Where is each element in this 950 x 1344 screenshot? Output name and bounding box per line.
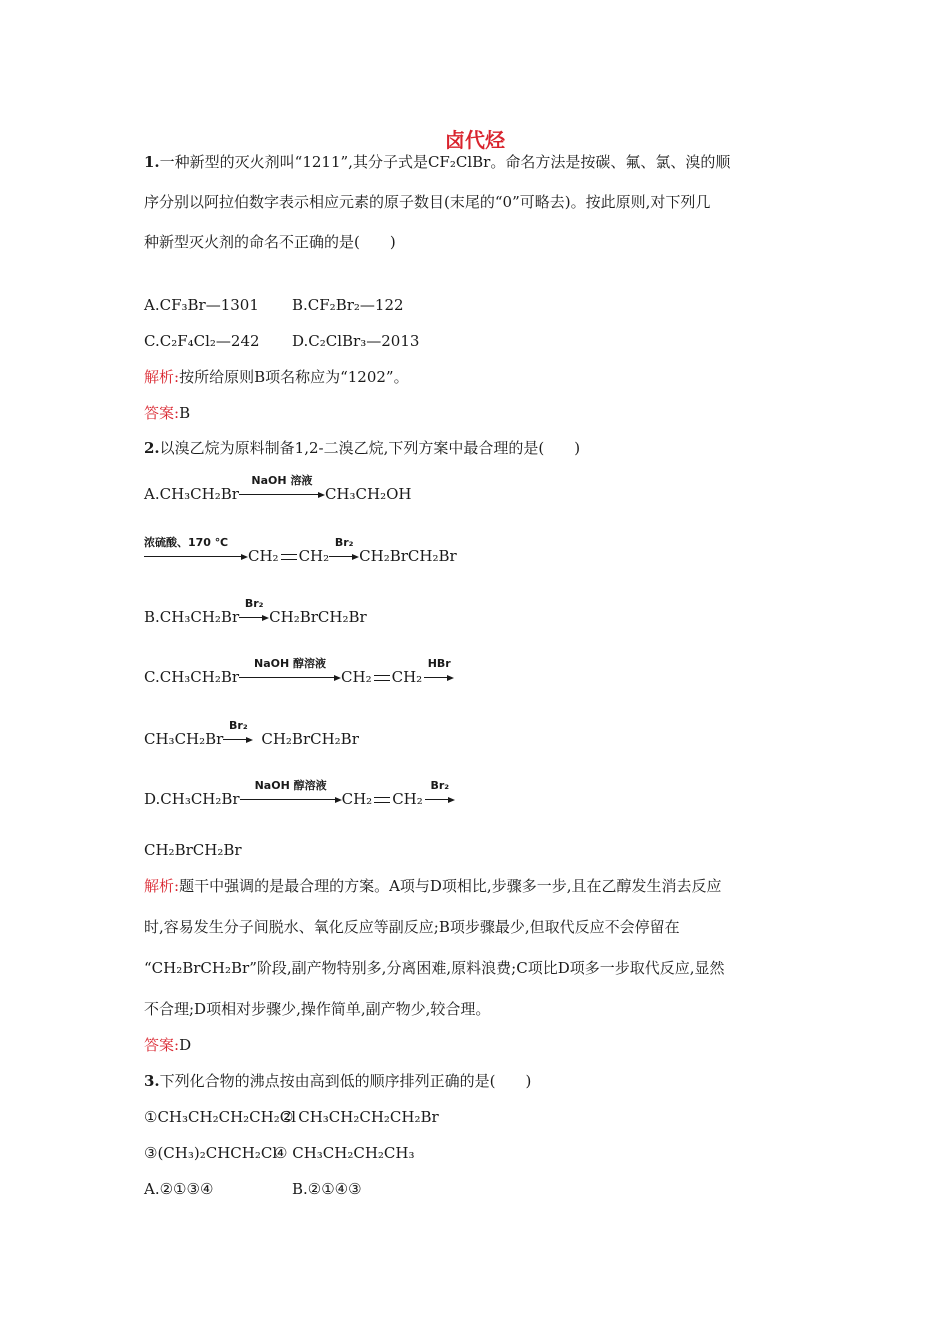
q2-b-arrow-label: Br₂ — [244, 597, 264, 610]
q1-options-row-2 — [144, 331, 419, 351]
q2-analysis-line-3: “CH₂BrCH₂Br”阶段,副产物特别多,分离困难,原料浪费;C项比D项多一步取代反应,显然 — [144, 959, 725, 977]
q2-a-arrow-1 — [239, 474, 325, 499]
q2-option-c-line-1 — [144, 657, 454, 687]
q2-c-arrow-3 — [223, 719, 253, 744]
double-bond — [374, 797, 390, 803]
q2-c-end: CH₂BrCH₂Br — [261, 730, 359, 748]
q2-c-mid-right: CH₂ — [391, 668, 423, 686]
q2-d-arrow-2-label: Br₂ — [430, 779, 450, 792]
double-bond — [281, 554, 297, 560]
q2-answer — [144, 1035, 191, 1055]
q2-d-arrow-1-label: NaOH 醇溶液 — [254, 779, 327, 792]
q2-option-a-line-1 — [144, 474, 412, 504]
q2-answer-value: D — [179, 1036, 192, 1054]
q2-option-d-line-1 — [144, 779, 455, 809]
q2-analysis-line-4: 不合理;D项相对步骤少,操作简单,副产物少,较合理。 — [144, 1000, 491, 1018]
q2-b-arrow — [239, 597, 269, 622]
q1-number: 1. — [144, 153, 160, 171]
q2-analysis-line-2: 时,容易发生分子间脱水、氧化反应等副反应;B项步骤最少,但取代反应不会停留在 — [144, 918, 680, 936]
q1-option-d: D.C₂ClBr₃—2013 — [292, 332, 420, 350]
q2-c-line2-start: CH₃CH₂Br — [144, 730, 224, 748]
q2-analysis-line-1 — [144, 876, 721, 896]
page-title: 卤代烃 — [445, 128, 505, 152]
q2-a-start: A.CH₃CH₂Br — [144, 485, 239, 503]
q3-options-row-1 — [144, 1179, 362, 1199]
q3-item-3: ③(CH₃)₂CHCH₂Cl — [144, 1144, 278, 1162]
q2-c-arrow-1 — [239, 657, 341, 682]
q3-item-1: ①CH₃CH₂CH₂CH₂Cl — [144, 1108, 297, 1126]
q3-number: 3. — [144, 1072, 160, 1090]
q1-answer-label: 答案: — [144, 404, 180, 422]
q2-b-end: CH₂BrCH₂Br — [269, 608, 367, 626]
q2-c-arrow-1-label: NaOH 醇溶液 — [254, 657, 327, 670]
q2-d-start: D.CH₃CH₂Br — [144, 790, 240, 808]
q2-c-start: C.CH₃CH₂Br — [144, 668, 240, 686]
q2-option-d-line-2: CH₂BrCH₂Br — [144, 841, 242, 859]
q2-a-arrow-2 — [144, 536, 248, 561]
q2-a-arrow-3-label: Br₂ — [334, 536, 354, 549]
q2-b-start: B.CH₃CH₂Br — [144, 608, 240, 626]
q2-answer-label: 答案: — [144, 1036, 180, 1054]
q2-number: 2. — [144, 439, 160, 457]
q1-analysis — [144, 367, 409, 387]
q3-item-4: ④ CH₃CH₂CH₂CH₃ — [274, 1144, 415, 1162]
q2-a-mid2-right: CH₂ — [298, 547, 330, 565]
q2-d-mid-left: CH₂ — [341, 790, 373, 808]
q2-a-mid2-left: CH₂ — [248, 547, 279, 565]
q2-stem-text: 以溴乙烷为原料制备1,2-二溴乙烷,下列方案中最合理的是( ) — [159, 439, 581, 457]
q2-analysis-text-1: 题干中强调的是最合理的方案。A项与D项相比,步骤多一步,且在乙醇发生消去反应 — [179, 877, 722, 895]
q1-option-c: C.C₂F₄Cl₂—242 — [144, 332, 260, 350]
q2-option-a-line-2 — [144, 536, 457, 566]
q2-c-arrow-2-label: HBr — [427, 657, 451, 670]
q1-stem-line-2: 序分别以阿拉伯数字表示相应元素的原子数目(末尾的“0”可略去)。按此原则,对下列几 — [144, 193, 711, 211]
q2-c-arrow-2 — [424, 657, 454, 682]
q2-a-end: CH₂BrCH₂Br — [359, 547, 457, 565]
q3-stem — [144, 1071, 531, 1091]
q1-answer — [144, 403, 190, 423]
q2-d-mid-right: CH₂ — [392, 790, 423, 808]
q2-stem — [144, 438, 580, 458]
q1-answer-value: B — [179, 404, 191, 422]
q3-item-2: ② CH₃CH₂CH₂CH₂Br — [280, 1108, 439, 1126]
q1-options-row-1 — [144, 295, 404, 315]
q2-a-arrow-2-label: 浓硫酸、170 ℃ — [144, 536, 229, 549]
q3-items-row-1 — [144, 1107, 439, 1127]
q2-a-mid: CH₃CH₂OH — [324, 485, 412, 503]
q3-option-a: A.②①③④ — [144, 1180, 214, 1198]
q3-stem-text: 下列化合物的沸点按由高到低的顺序排列正确的是( ) — [159, 1072, 532, 1090]
q1-text-1: 一种新型的灭火剂叫“1211”,其分子式是CF₂ClBr。命名方法是按碳、氟、氯、溴的顺 — [159, 153, 731, 171]
double-bond — [374, 675, 390, 681]
q2-a-arrow-3 — [329, 536, 359, 561]
q1-stem-line-3: 种新型灭火剂的命名不正确的是( ) — [144, 233, 396, 251]
q1-stem-line-1 — [144, 152, 730, 172]
q1-analysis-label: 解析: — [144, 368, 180, 386]
q2-option-c-line-2 — [144, 719, 359, 749]
q2-analysis-label: 解析: — [144, 877, 180, 895]
q2-c-mid-left: CH₂ — [341, 668, 372, 686]
q3-option-b: B.②①④③ — [292, 1180, 362, 1198]
q2-a-arrow-1-label: NaOH 溶液 — [251, 474, 313, 487]
q1-option-a: A.CF₃Br—1301 — [144, 296, 259, 314]
q2-c-arrow-3-label: Br₂ — [229, 719, 248, 732]
q3-items-row-2 — [144, 1143, 415, 1163]
q1-analysis-text: 按所给原则B项名称应为“1202”。 — [179, 368, 409, 386]
q2-option-b — [144, 597, 367, 627]
q2-d-arrow-1 — [240, 779, 342, 804]
q2-d-arrow-2 — [425, 779, 455, 804]
q1-option-b: B.CF₂Br₂—122 — [292, 296, 404, 314]
